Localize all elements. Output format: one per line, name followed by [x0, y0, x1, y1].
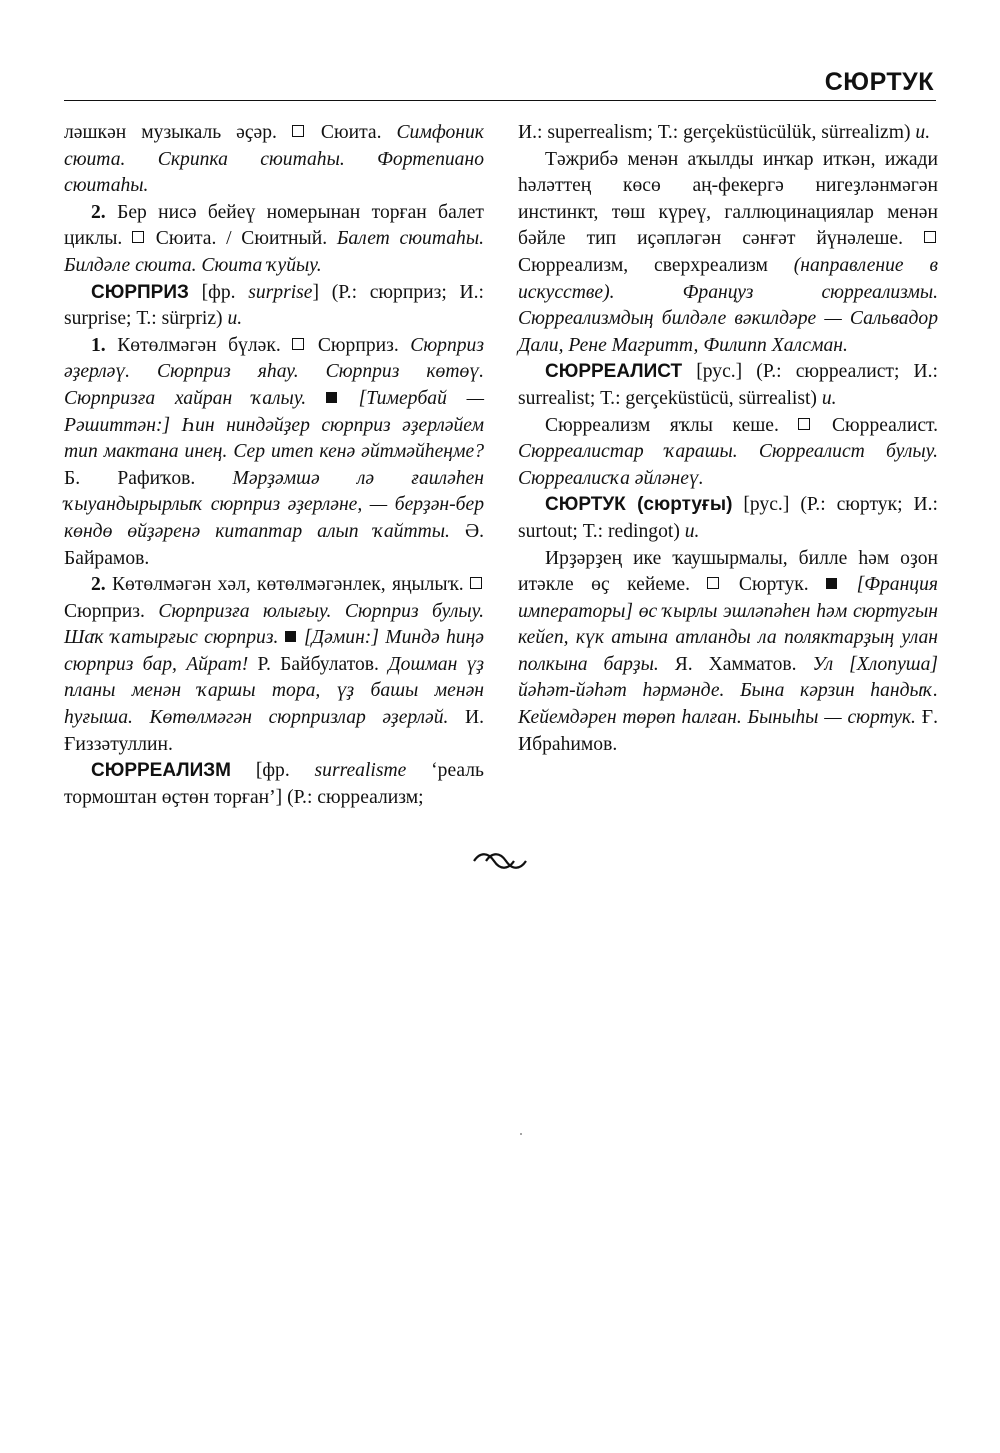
translations: ] (Р.: сюрприз; И.: surprise; Т.: sürpriz) [64, 281, 484, 330]
russian-equivalent: Сюита. [305, 122, 382, 143]
part-of-speech: и. [227, 308, 243, 330]
running-head: СЮРТУК [824, 68, 934, 96]
sense-surrealist [518, 413, 938, 493]
definition-text: Көтөлмәгән бүләк. [105, 334, 281, 356]
quotation-marker-icon [285, 631, 296, 642]
header-rule [64, 100, 936, 101]
quote-source: Ә. Байрамов. [64, 520, 484, 569]
entry-surrealism-translations [518, 120, 938, 147]
usage-examples: Француз сюрреализмы. Сюрреализмдың билдәле вәкилдәре — Сальвадор Дали, Рене Магритт, Филипп Халсман. [518, 281, 938, 356]
equivalent-marker-icon [292, 125, 304, 137]
sense-1-surpriz [64, 333, 484, 572]
etymology: [рус.] (Р.: сюрреалист; И.: surrealist; Т.: gerçeküstücü, sürrealist) [518, 361, 938, 409]
quotation-marker-icon [326, 392, 337, 403]
entry-surrealism-header [64, 758, 484, 811]
etymology: [фр. [188, 281, 249, 303]
russian-equivalent: Сюрреализм, сверхреализм [518, 254, 794, 276]
equivalent-marker-icon [707, 577, 719, 589]
literary-quote: [Дәмин:] Миндә һиңә сюрприз бар, Айрат! [64, 627, 485, 675]
literary-quote: Дошман үҙ планы менән ҡаршы тора, үҙ башы менән һуғыша. Көтөлмәгән сюрпризлар әҙерләй. [64, 653, 484, 729]
quote-source: И. Ғиззәтуллин. [64, 707, 484, 755]
sense-surtuk [518, 546, 938, 759]
sense-number: 2. [91, 574, 106, 596]
part-of-speech: и. [684, 520, 700, 542]
quotation-marker-icon [826, 578, 837, 589]
equivalent-marker-icon [798, 418, 810, 430]
sense-2-surpriz [64, 572, 484, 758]
etymon: surprise [248, 281, 313, 303]
etymology: [фр. [231, 760, 315, 782]
russian-equivalent: Сюрприз. [64, 600, 145, 622]
definition-text: Ирҙәрҙең ике ҡаушырмалы, билле һәм оҙон итәкле өҫ кейеме. [518, 547, 938, 596]
translations: И.: superrealism; Т.: gerçeküstücülük, sürrealizm) [518, 122, 916, 143]
entry-surtuk [518, 492, 938, 545]
etymology: [рус.] (Р.: сюртук; И.: surtout; Т.: redingot) [518, 494, 938, 542]
equivalent-note: (направление в искусстве). [518, 254, 938, 303]
translations: ‘реаль тормоштан өҫтөн торған’] (Р.: сюрреализм; [64, 760, 484, 808]
literary-quote: Мәрҙәмшә лә ғаиләһен ҡыуандырырлыҡ сюрприз әҙерләне, — берҙән-бер көндө өйҙәренә китаптар алып ҡайтты. [64, 467, 484, 542]
quote-source: Ғ. Ибраһимов. [518, 707, 939, 755]
entry-surrealist [518, 359, 938, 412]
equivalent-marker-icon [924, 231, 936, 243]
quote-source: Я. Хамматов. [658, 653, 797, 675]
entry-continuation-suite [64, 120, 484, 200]
literary-quote: [Тимербай — Рәшиттән:] Һин ниндәйҙер сюрприз әҙерләйем тип мактана инең. Сер итеп кенә әйтмәйһеңме? [64, 387, 485, 463]
quote-source: Р. Байбулатов. [248, 653, 379, 675]
left-column [64, 120, 484, 811]
usage-examples: Балет сюитаһы. Билдәле сюита. Сюита ҡуйыу. [64, 228, 484, 276]
usage-examples: Сюрпризға юлығыу. Сюрприз булыу. Шаҡ ҡатырғыс сюрприз. [64, 600, 484, 649]
headword: СЮРРЕАЛИЗМ [91, 760, 232, 782]
sense-number: 2. [91, 201, 106, 223]
literary-quote: Ул [Хлопуша] йәһәт-йәһәт һәрмәнде. Бына кәрзин һандыҡ. Кейемдәрен төрөп һалған. Быныһы — сюртук. [518, 653, 938, 729]
headword: СЮРТУК (сюртуғы) [545, 494, 733, 516]
definition-text: Көтөлмәгән хәл, көтөлмәгәнлек, яңылыҡ. [105, 574, 464, 596]
equivalent-marker-icon [470, 577, 482, 589]
sense-number: 1. [91, 334, 106, 356]
definition-text: Сюрреализм яҡлы кеше. [545, 414, 779, 436]
etymon: surrealisme [314, 760, 407, 782]
russian-equivalent: Сюрреалист. [812, 414, 939, 436]
part-of-speech: и. [821, 387, 837, 409]
entry-surpriz-header [64, 280, 484, 333]
definition-text: Бер нисә бейеү номерынан торған балет циклы. [64, 201, 484, 250]
usage-examples: Симфоник сюита. Скрипка сюитаһы. Фортепиано сюитаһы. [64, 122, 484, 197]
russian-equivalent: Сюрприз. [306, 334, 399, 356]
right-column [518, 120, 938, 758]
definition-text: Тәжрибә менән аҡылды инҡар иткән, ижади һәләттең көсө аң-фекергә нигеҙләнмәгән инстинкт, төш күреү, галлюцинациялар менән бәйле тип иҫәпләгән сәнғәт йүнәлеше. [518, 148, 938, 250]
sense-2-suite [64, 200, 484, 280]
usage-examples: Сюрреалистар ҡарашы. Сюрреалист булыу. Сюрреалисҡа әйләнеү. [518, 441, 938, 489]
sense-surrealism [518, 147, 938, 360]
quote-source: Б. Рафиҡов. [64, 467, 196, 489]
equivalent-marker-icon [132, 231, 144, 243]
literary-quote: [Франция императоры] өс ҡырлы эшләпәһен һәм сюртугын кейеп, күк атына атланды ла поляктарҙың улан полкына барҙы. [518, 574, 938, 675]
definition-text: ләшкән музыкаль әҫәр. [64, 122, 277, 143]
section-end-ornament-icon [470, 848, 530, 874]
headword: СЮРПРИЗ [91, 281, 189, 303]
russian-equivalent: Сюртук. [721, 574, 809, 596]
usage-examples: Сюрприз әҙерләү. Сюрприз яһау. Сюрприз көтөү. Сюрпризға хайран ҡалыу. [64, 334, 484, 409]
page-speck [520, 1133, 522, 1135]
headword: СЮРРЕАЛИСТ [545, 361, 683, 383]
russian-equivalent: Сюита. / Сюитный. [146, 228, 328, 250]
equivalent-marker-icon [292, 338, 304, 350]
part-of-speech: и. [915, 122, 931, 143]
